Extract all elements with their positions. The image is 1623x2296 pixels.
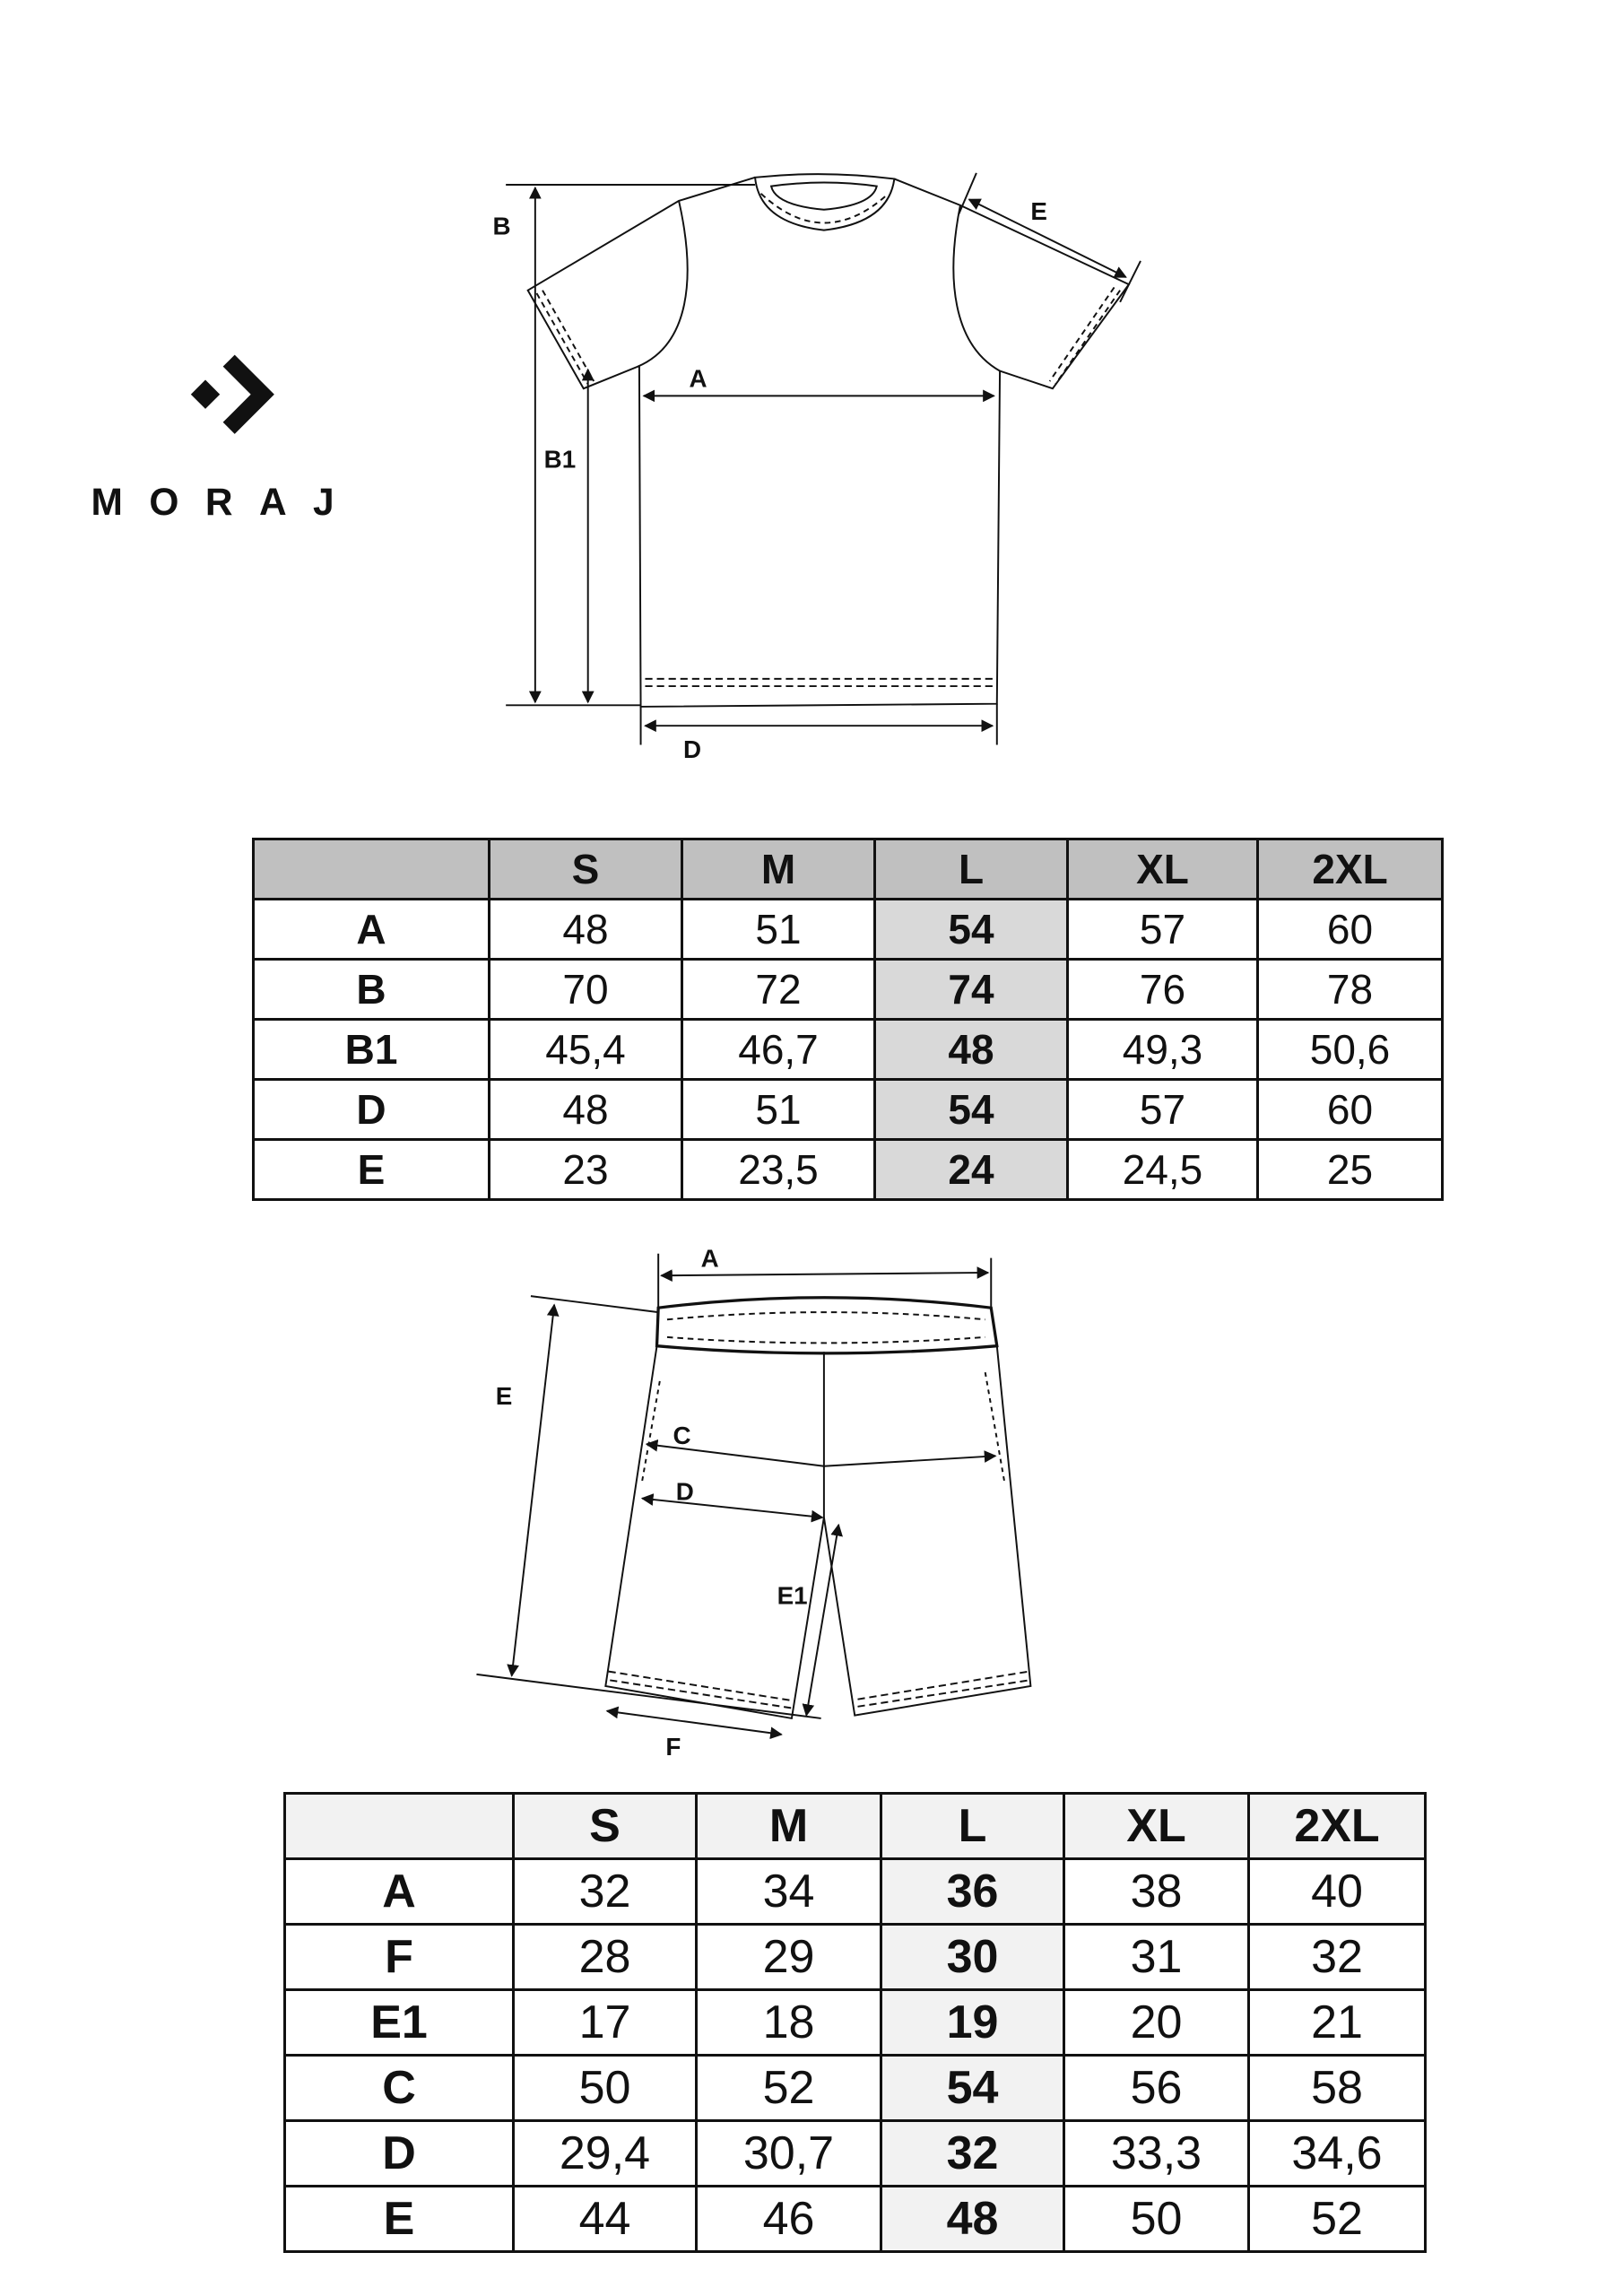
table-header-row: [254, 839, 1443, 900]
value-cell: 18: [697, 1990, 881, 2056]
tshirt-diagram: [506, 173, 1141, 745]
value-cell: 44: [514, 2187, 697, 2252]
shorts-size-table: [283, 1792, 1427, 2253]
value-cell: 32: [881, 2121, 1064, 2187]
size-header: 2XL: [1258, 839, 1443, 900]
brand-name: MORAJ: [91, 481, 361, 524]
value-cell: 51: [682, 1080, 875, 1140]
shorts-label-a: A: [700, 1244, 719, 1273]
value-cell: 48: [490, 1080, 682, 1140]
tshirt-label-a: A: [689, 364, 707, 393]
value-cell: 76: [1068, 960, 1258, 1020]
value-cell: 72: [682, 960, 875, 1020]
table-row: [285, 2056, 1426, 2121]
value-cell: 48: [490, 900, 682, 960]
value-cell: 78: [1258, 960, 1443, 1020]
size-header: S: [490, 839, 682, 900]
value-cell: 52: [1249, 2187, 1426, 2252]
table-row: [254, 900, 1443, 960]
tshirt-label-b1: B1: [543, 445, 577, 474]
value-cell: 23,5: [682, 1140, 875, 1200]
table-row: [254, 1020, 1443, 1080]
value-cell: 58: [1249, 2056, 1426, 2121]
tshirt-label-d: D: [682, 735, 702, 764]
value-cell: 33,3: [1064, 2121, 1249, 2187]
value-cell: 29: [697, 1925, 881, 1990]
value-cell: 25: [1258, 1140, 1443, 1200]
value-cell: 52: [697, 2056, 881, 2121]
value-cell: 30,7: [697, 2121, 881, 2187]
value-cell: 23: [490, 1140, 682, 1200]
logo-chevron-icon: [223, 355, 274, 434]
shorts-diagram: [476, 1254, 1030, 1735]
shorts-label-c: C: [673, 1422, 691, 1450]
size-header: 2XL: [1249, 1794, 1426, 1859]
row-label: F: [285, 1925, 514, 1990]
table-header-row: [285, 1794, 1426, 1859]
value-cell: 54: [875, 1080, 1068, 1140]
row-label: A: [285, 1859, 514, 1925]
value-cell: 50,6: [1258, 1020, 1443, 1080]
tshirt-size-table: [252, 838, 1444, 1201]
value-cell: 24,5: [1068, 1140, 1258, 1200]
value-cell: 34,6: [1249, 2121, 1426, 2187]
table-row: [254, 1080, 1443, 1140]
shorts-label-e: E: [495, 1382, 513, 1411]
row-label: B1: [254, 1020, 490, 1080]
value-cell: 50: [1064, 2187, 1249, 2252]
tshirt-label-b: B: [492, 212, 511, 240]
value-cell: 17: [514, 1990, 697, 2056]
value-cell: 57: [1068, 900, 1258, 960]
table-row: [285, 1990, 1426, 2056]
size-header: L: [875, 839, 1068, 900]
row-label: D: [285, 2121, 514, 2187]
table-row: [285, 2187, 1426, 2252]
value-cell: 74: [875, 960, 1068, 1020]
shorts-label-f: F: [665, 1732, 681, 1761]
table-row: [285, 2121, 1426, 2187]
value-cell: 51: [682, 900, 875, 960]
value-cell: 40: [1249, 1859, 1426, 1925]
size-header: XL: [1064, 1794, 1249, 1859]
size-header: L: [881, 1794, 1064, 1859]
size-header: M: [697, 1794, 881, 1859]
moraj-logo: [91, 355, 361, 524]
table-row: [285, 1859, 1426, 1925]
value-cell: 28: [514, 1925, 697, 1990]
value-cell: 36: [881, 1859, 1064, 1925]
row-label: E: [285, 2187, 514, 2252]
value-cell: 29,4: [514, 2121, 697, 2187]
table-row: [285, 1925, 1426, 1990]
value-cell: 38: [1064, 1859, 1249, 1925]
value-cell: 70: [490, 960, 682, 1020]
size-header: S: [514, 1794, 697, 1859]
value-cell: 20: [1064, 1990, 1249, 2056]
corner-cell: [285, 1794, 514, 1859]
size-header: M: [682, 839, 875, 900]
table-row: [254, 1140, 1443, 1200]
value-cell: 50: [514, 2056, 697, 2121]
tshirt-label-e: E: [1030, 197, 1047, 226]
shorts-label-e1: E1: [777, 1581, 808, 1610]
value-cell: 48: [875, 1020, 1068, 1080]
value-cell: 54: [881, 2056, 1064, 2121]
shorts-label-d: D: [675, 1477, 694, 1506]
value-cell: 57: [1068, 1080, 1258, 1140]
value-cell: 54: [875, 900, 1068, 960]
value-cell: 46: [697, 2187, 881, 2252]
row-label: B: [254, 960, 490, 1020]
value-cell: 60: [1258, 900, 1443, 960]
value-cell: 19: [881, 1990, 1064, 2056]
value-cell: 31: [1064, 1925, 1249, 1990]
value-cell: 30: [881, 1925, 1064, 1990]
logo-diamond-icon: [191, 380, 220, 409]
corner-cell: [254, 839, 490, 900]
value-cell: 56: [1064, 2056, 1249, 2121]
row-label: E: [254, 1140, 490, 1200]
value-cell: 49,3: [1068, 1020, 1258, 1080]
row-label: A: [254, 900, 490, 960]
value-cell: 21: [1249, 1990, 1426, 2056]
value-cell: 48: [881, 2187, 1064, 2252]
table-row: [254, 960, 1443, 1020]
row-label: C: [285, 2056, 514, 2121]
value-cell: 60: [1258, 1080, 1443, 1140]
value-cell: 46,7: [682, 1020, 875, 1080]
value-cell: 34: [697, 1859, 881, 1925]
value-cell: 45,4: [490, 1020, 682, 1080]
value-cell: 32: [514, 1859, 697, 1925]
row-label: D: [254, 1080, 490, 1140]
value-cell: 32: [1249, 1925, 1426, 1990]
row-label: E1: [285, 1990, 514, 2056]
size-header: XL: [1068, 839, 1258, 900]
value-cell: 24: [875, 1140, 1068, 1200]
